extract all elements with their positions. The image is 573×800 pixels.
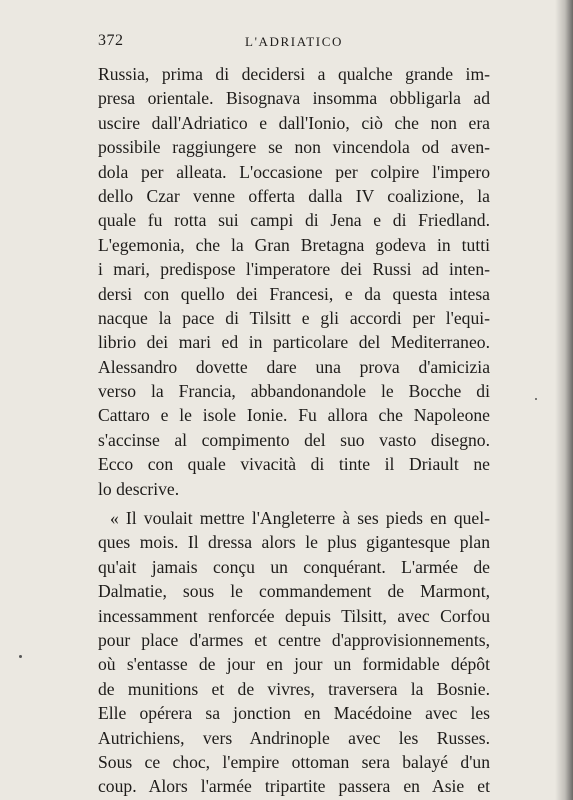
text-line: presa orientale. Bisognava insomma obbligarla ad: [98, 88, 490, 109]
text-line: Elle opérera sa jonction en Macédoine avec les: [98, 703, 490, 724]
text-line: Autrichiens, vers Andrinople avec les Russes.: [98, 727, 490, 748]
text-line: lo descrive.: [98, 478, 180, 499]
text-line: coup. Alors l'armée tripartite passera en Asie et: [98, 776, 490, 797]
text-line: nacque la pace di Tilsitt e gli accordi per l'equi-: [98, 307, 490, 328]
text-line: dola per alleata. L'occasione per colpire l'impero: [98, 161, 490, 182]
text-line: Russia, prima di decidersi a qualche grande im-: [98, 64, 490, 84]
text-line: « Il voulait mettre l'Angleterre à ses pieds en quel-: [110, 508, 490, 529]
page-edge-shadow: [555, 0, 573, 800]
text-line: uscire dall'Adriatico e dall'Ionio, ciò che non era: [98, 112, 490, 133]
paragraph-french-quote: [98, 506, 490, 799]
text-line: Cattaro e le isole Ionie. Fu allora che Napoleone: [98, 405, 490, 426]
running-title: L'ADRIATICO: [245, 34, 343, 49]
text-line: quale fu rotta sui campi di Jena e di Friedland.: [98, 210, 490, 231]
text-line: Dalmatie, sous le commandement de Marmont,: [98, 581, 490, 602]
text-line: Alessandro dovette dare una prova d'amicizia: [98, 356, 490, 377]
text-line: pour place d'armes et centre d'approvisionnements,: [98, 629, 490, 650]
text-line: dello Czar venne offerta dalla IV coalizione, la: [98, 185, 490, 206]
text-line: Ecco con quale vivacità di tinte il Driault ne: [98, 454, 490, 475]
text-line: librio dei mari ed in particolare del Mediterraneo.: [98, 332, 490, 353]
text-line: de munitions et de vivres, traversera la Bosnie.: [98, 678, 490, 699]
text-line: verso la Francia, abbandonandole le Bocche di: [98, 381, 490, 402]
paragraph-italian: [98, 62, 490, 501]
body-text: [98, 62, 490, 799]
text-line: L'egemonia, che la Gran Bretagna godeva in tutti: [98, 234, 490, 255]
text-line: s'accinse al compimento del suo vasto disegno.: [98, 429, 490, 450]
text-line: où s'entasse de jour en jour un formidable dépôt: [98, 654, 490, 675]
page-number: 372: [98, 32, 124, 49]
text-line: qu'ait jamais conçu un conquérant. L'armée de: [98, 556, 490, 577]
text-line: possibile raggiungere se non vincendola od aven-: [98, 137, 490, 158]
paper-speck: [19, 655, 22, 658]
text-line: Sous ce choc, l'empire ottoman sera balayé d'un: [98, 751, 490, 772]
text-line: i mari, predispose l'imperatore dei Russi ad inten-: [98, 259, 490, 280]
text-line: incessamment renforcée depuis Tilsitt, avec Corfou: [98, 605, 490, 626]
text-line: ques mois. Il dressa alors le plus gigantesque plan: [98, 532, 490, 553]
paper-speck: [535, 398, 537, 400]
text-line: dersi con quello dei Francesi, e da questa intesa: [98, 283, 490, 304]
running-header: [98, 32, 490, 54]
